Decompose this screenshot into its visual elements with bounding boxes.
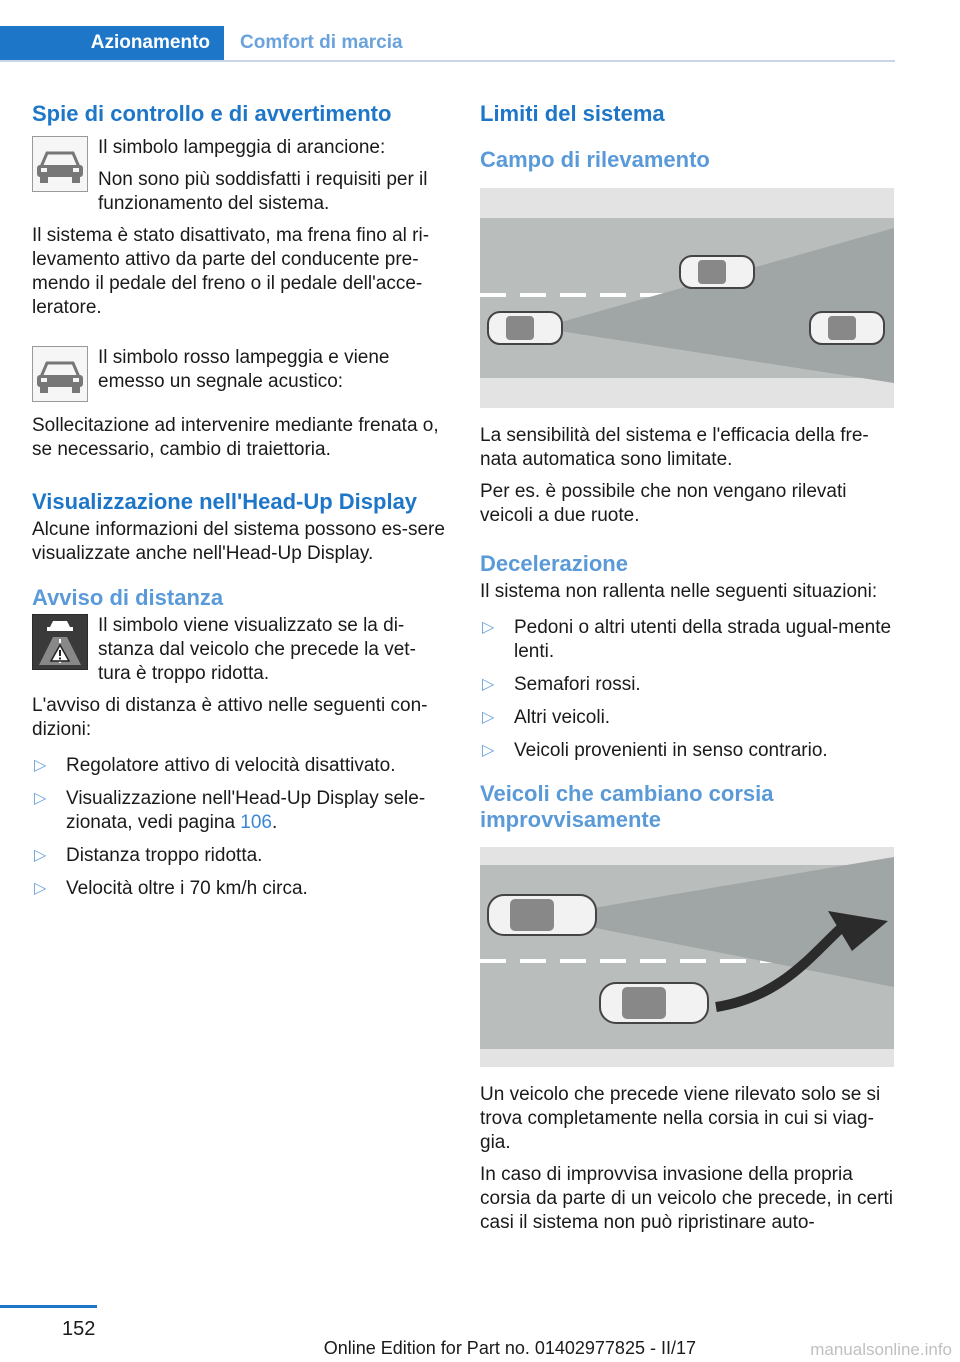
- lane-text-1: Un veicolo che precede viene rilevato solo se si trova completamente nella corsia in cui si viag-gia.: [480, 1084, 881, 1153]
- list-item: ▷ Velocità oltre i 70 km/h circa.: [34, 878, 308, 899]
- car-icon: [680, 256, 754, 288]
- list-item: ▷ Pedoni o altri utenti della strada ugual-mente lenti.: [482, 617, 892, 662]
- distance-conditions: L'avviso di distanza è attivo nelle seguenti con-dizioni:: [32, 695, 428, 740]
- orange-text: Non sono più soddisfatti i requisiti per il funzionamento del sistema.: [98, 169, 428, 214]
- hud-text: Alcune informazioni del sistema possono es-sere visualizzate anche nell'Head-Up Display.: [32, 519, 445, 564]
- red-warning-block: [32, 346, 446, 416]
- lane-text-2: In caso di improvvisa invasione della propria corsia da parte di un veicolo che precede, in certi casi il sistema non può ripristinare auto-: [480, 1164, 893, 1233]
- watermark: manualsonline.info: [810, 1340, 952, 1359]
- orange-warning-block: [32, 136, 446, 216]
- distance-warning-icon: [32, 614, 88, 670]
- heading-system-limits: Limiti del sistema: [480, 101, 665, 126]
- triangle-bullet-icon: ▷: [482, 619, 495, 636]
- car-warning-icon: [32, 136, 88, 192]
- right-column: [480, 100, 894, 1243]
- deceleration-list: [480, 616, 894, 763]
- heading-warning-lights: Spie di controllo e di avvertimento: [32, 101, 392, 126]
- range-text-2: Per es. è possibile che non vengano rilevati veicoli a due ruote.: [480, 481, 847, 526]
- car-icon: [488, 895, 596, 935]
- car-icon: [600, 983, 708, 1023]
- triangle-bullet-icon: ▷: [34, 757, 47, 774]
- triangle-bullet-icon: ▷: [34, 847, 47, 864]
- triangle-bullet-icon: ▷: [482, 709, 495, 726]
- lane-change-illustration: [480, 847, 894, 1067]
- tab-comfort-di-marcia[interactable]: Comfort di marcia: [240, 32, 403, 53]
- heading-hud: Visualizzazione nell'Head-Up Display: [32, 489, 418, 514]
- red-title: Il simbolo rosso lampeggia e viene emesso un segnale acustico:: [98, 347, 390, 392]
- distance-icon-text: Il simbolo viene visualizzato se la di-stanza dal veicolo che precede la vet-tura è troppo ridotta.: [98, 615, 416, 684]
- edition-text: Online Edition for Part no. 01402977825 - II/17: [323, 1338, 696, 1358]
- triangle-bullet-icon: ▷: [34, 790, 47, 807]
- range-text-1: La sensibilità del sistema e l'efficacia della fre-nata automatica sono limitate.: [480, 425, 869, 470]
- heading-detection-range: Campo di rilevamento: [480, 147, 710, 172]
- list-item: ▷ Distanza troppo ridotta.: [34, 845, 263, 866]
- heading-distance-warning: Avviso di distanza: [32, 585, 224, 610]
- left-column: [32, 100, 446, 910]
- page-number: 152: [62, 1318, 96, 1340]
- deceleration-text: Il sistema non rallenta nelle seguenti situazioni:: [480, 581, 878, 602]
- header-tabbar: [0, 26, 895, 62]
- triangle-bullet-icon: ▷: [482, 676, 495, 693]
- disabled-text: Il sistema è stato disattivato, ma frena fino al ri-levamento attivo da parte del conducente pre-mendo il pedale del freno o il pedale dell'acce-leratore.: [32, 225, 430, 318]
- list-item: ▷ Altri veicoli.: [482, 707, 611, 728]
- list-item: ▷ Visualizzazione nell'Head-Up Display sele-zionata, vedi pagina 106.: [34, 788, 426, 833]
- red-text: Sollecitazione ad intervenire mediante frenata o, se necessario, cambio di traiettoria.: [32, 415, 439, 460]
- car-warning-icon-red: [32, 346, 88, 402]
- list-item: ▷ Semafori rossi.: [482, 674, 641, 695]
- heading-lane-change: Veicoli che cambiano corsia improvvisamente: [480, 781, 774, 832]
- detection-range-illustration: [480, 188, 894, 408]
- heading-deceleration: Decelerazione: [480, 551, 628, 576]
- triangle-bullet-icon: ▷: [34, 880, 47, 897]
- page-ref-link[interactable]: 106: [240, 812, 272, 833]
- distance-warning-block: [32, 614, 446, 686]
- orange-title: Il simbolo lampeggia di arancione:: [98, 137, 386, 158]
- car-icon: [810, 312, 884, 344]
- list-item: ▷ Veicoli provenienti in senso contrario.: [482, 740, 828, 761]
- car-icon: [488, 312, 562, 344]
- distance-conditions-list: [32, 754, 446, 901]
- footer-rule: [0, 1305, 97, 1308]
- triangle-bullet-icon: ▷: [482, 742, 495, 759]
- list-item: ▷ Regolatore attivo di velocità disattivato.: [34, 755, 396, 776]
- tab-azionamento[interactable]: Azionamento: [0, 26, 224, 60]
